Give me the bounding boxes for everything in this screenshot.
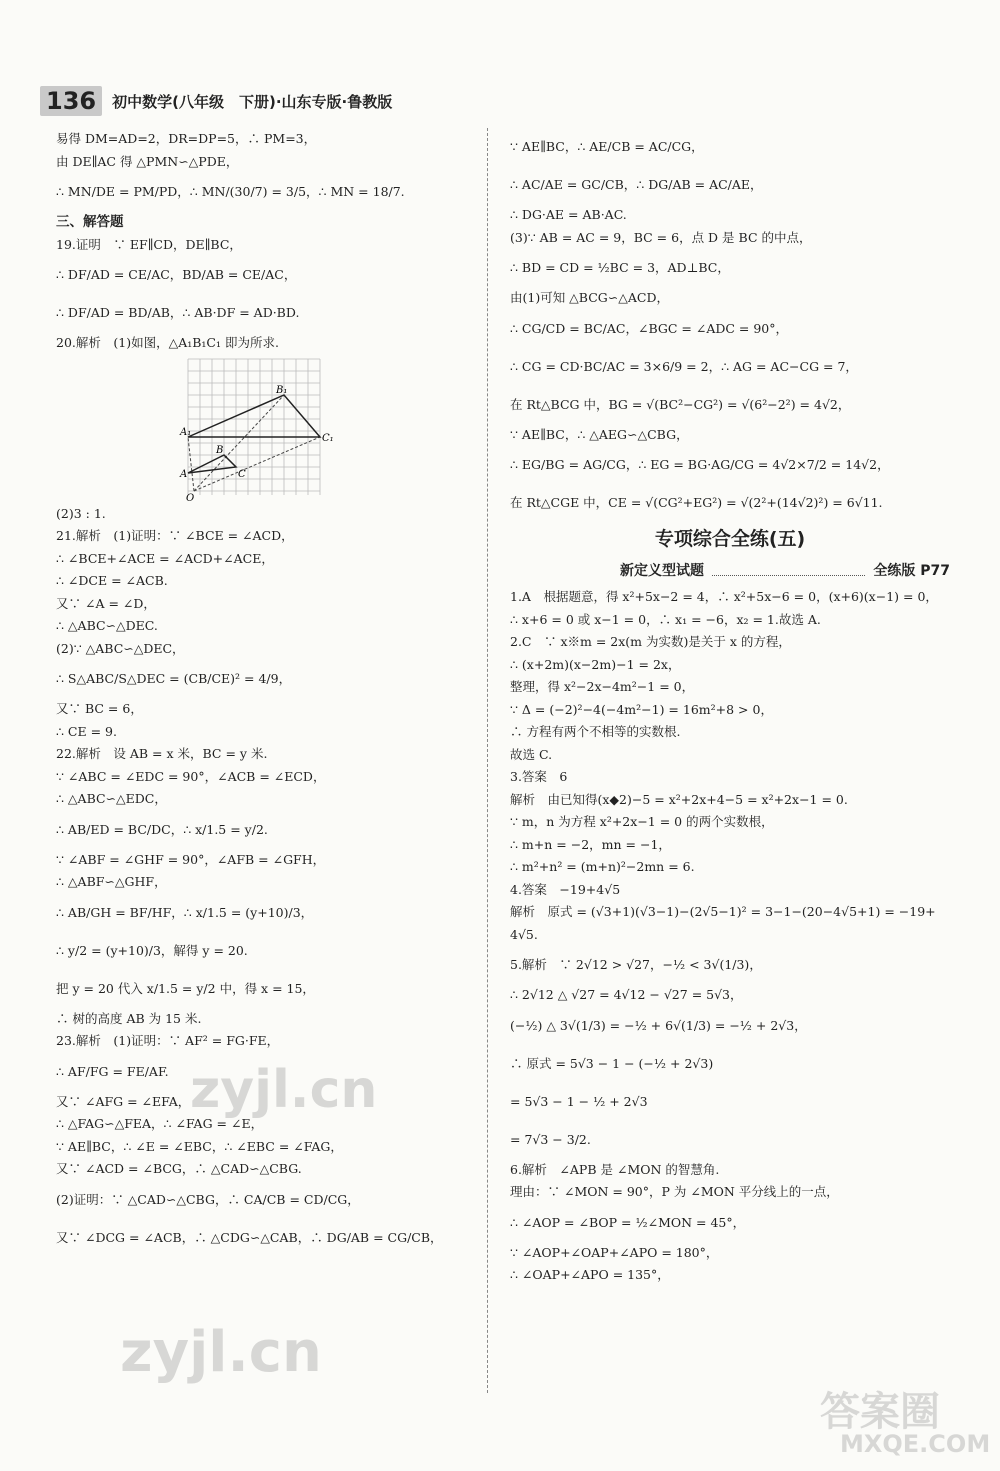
- text-line: ∴ ∠AOP = ∠BOP = ½∠MON = 45°，: [510, 1214, 746, 1230]
- text-line: 易得 DM=AD=2，DR=DP=5，∴ PM=3，: [56, 131, 317, 146]
- page-reference: 全练版 P77: [873, 563, 950, 579]
- label-b: B: [216, 444, 224, 456]
- text-line: 19.证明 ∵ EF∥CD，DE∥BC，: [56, 236, 242, 252]
- text-line: ∴ EG/BG = AG/CG，∴ EG = BG·AG/CG = 4√2×7/2 = 14√2，: [510, 457, 890, 472]
- watermark-logo: 答案圈: [820, 1389, 940, 1435]
- text-line: 又∵ ∠A = ∠D，: [56, 595, 156, 611]
- text-line: 3.答案 6: [510, 769, 568, 784]
- text-line: ∴ CG/CD = BC/AC，∠BGC = ∠ADC = 90°，: [510, 320, 789, 336]
- label-c: C: [238, 468, 246, 480]
- text-line: 6.解析 ∠APB 是 ∠MON 的智慧角.: [510, 1161, 720, 1177]
- text-line: 解析 由已知得(x◆2)−5 = x²+2x+4−5 = x²+2x−1 = 0.: [510, 791, 848, 807]
- text-line: ∴ △ABF∽△GHF，: [56, 874, 167, 889]
- subsection-header: [510, 556, 950, 586]
- text-line: = 7√3 − 3/2.: [510, 1131, 591, 1147]
- text-line: ∴ △ABC∽△DEC.: [56, 618, 158, 633]
- text-line: 4.答案 −19+4√5: [510, 881, 621, 897]
- watermark: zyjl.cn: [190, 1060, 378, 1120]
- text-line: ∴ △ABC∽△EDC，: [56, 791, 167, 806]
- section-title: 专项综合全练(五): [654, 528, 806, 550]
- text-line: ∴ 2√12 △ √27 = 4√12 − √27 = 5√3，: [510, 987, 743, 1002]
- text-line: ∵ AE∥BC，∴ ∠E = ∠EBC，∴ ∠EBC = ∠FAG，: [56, 1138, 343, 1154]
- text-line: ∴ △FAG∽△FEA，∴ ∠FAG = ∠E，: [56, 1116, 264, 1131]
- text-line: ∴ AB/ED = BC/DC，∴ x/1.5 = y/2.: [56, 821, 268, 837]
- text-line: 2.C ∵ x※m = 2x(m 为实数)是关于 x 的方程，: [510, 634, 791, 649]
- text-line: ∴ ∠BCE+∠ACE = ∠ACD+∠ACE，: [56, 550, 274, 566]
- text-line: ∴ ∠DCE = ∠ACB.: [56, 573, 168, 588]
- text-line: 20.解析 (1)如图，△A₁B₁C₁ 即为所求.: [56, 335, 279, 350]
- text-line: 21.解析 (1)证明：∵ ∠BCE = ∠ACD，: [56, 528, 294, 543]
- text-line: ∵ ∠ABC = ∠EDC = 90°，∠ACB = ∠ECD，: [56, 768, 326, 784]
- text-line: (−½) △ 3√(1/3) = −½ + 6√(1/3) = −½ + 2√3，: [510, 1017, 807, 1033]
- book-title: 初中数学(八年级 下册)·山东专版·鲁教版: [112, 92, 393, 111]
- column-divider: [487, 128, 488, 1393]
- text-line: 在 Rt△BCG 中，BG = √(BC²−CG²) = √(6²−2²) = 4√2，: [510, 396, 851, 412]
- text-line: ∴ CG = CD·BC/AC = 3×6/9 = 2，∴ AG = AC−CG = 7，: [510, 358, 858, 374]
- text-line: ∴ 方程有两个不相等的实数根.: [510, 724, 681, 739]
- text-line: 解析 原式 = (√3+1)(√3−1)−(2√5−1)² = 3−1−(20−4√5+1) = −19+: [510, 904, 936, 919]
- page-number: 136: [40, 86, 102, 116]
- text-line: 在 Rt△CGE 中，CE = √(CG²+EG²) = √(2²+(14√2)²) = 6√11.: [510, 495, 883, 510]
- text-line: ∴ DF/AD = CE/AC，BD/AB = CE/AC，: [56, 267, 297, 282]
- text-line: ∴ AB/GH = BF/HF，∴ x/1.5 = (y+10)/3，: [56, 904, 314, 920]
- text-line: 又∵ ∠DCG = ∠ACB，∴ △CDG∽△CAB，∴ DG/AB = CG/CB，: [56, 1229, 443, 1245]
- text-line: ∵ m，n 为方程 x²+2x−1 = 0 的两个实数根，: [510, 814, 774, 829]
- text-line: ∴ S△ABC/S△DEC = (CB/CE)² = 4/9，: [56, 671, 292, 686]
- text-line: ∴ y/2 = (y+10)/3，解得 y = 20.: [56, 942, 248, 958]
- subsection-title: 新定义型试题: [620, 563, 704, 579]
- text-line: ∴ 原式 = 5√3 − 1 − (−½ + 2√3): [510, 1055, 714, 1071]
- text-line: 4√5.: [510, 926, 538, 942]
- text-line: 又∵ ∠ACD = ∠BCG，∴ △CAD∽△CBG.: [56, 1161, 302, 1176]
- text-line: 1.A 根据题意，得 x²+5x−2 = 4，∴ x²+5x−6 = 0，(x+6)(x−1) = 0，: [510, 589, 938, 604]
- text-line: 由 DE∥AC 得 △PMN∽△PDE，: [56, 153, 239, 169]
- text-line: ∴ m+n = −2，mn = −1，: [510, 836, 671, 852]
- text-line: (2)3 : 1.: [56, 505, 106, 521]
- text-line: 整理，得 x²−2x−4m²−1 = 0，: [510, 679, 695, 694]
- text-line: ∵ ∠AOP+∠OAP+∠APO = 180°，: [510, 1244, 719, 1260]
- text-line: ∴ AF/FG = FE/AF.: [56, 1063, 169, 1079]
- text-line: 故选 C.: [510, 746, 553, 762]
- watermark: zyjl.cn: [120, 1320, 322, 1385]
- text-line: ∵ AE∥BC，∴ AE/CB = AC/CG，: [510, 139, 704, 154]
- text-line: ∵ AE∥BC，∴ △AEG∽△CBG，: [510, 426, 689, 442]
- label-o: O: [186, 492, 195, 504]
- text-line: ∴ (x+2m)(x−2m)−1 = 2x，: [510, 656, 681, 672]
- text-line: 又∵ BC = 6，: [56, 701, 143, 716]
- triangle-grid-diagram: [180, 355, 334, 504]
- text-line: ∴ x+6 = 0 或 x−1 = 0，∴ x₁ = −6，x₂ = 1.故选 A.: [510, 611, 821, 627]
- label-a1: A₁: [180, 426, 192, 438]
- text-line: ∴ AC/AE = GC/CB，∴ DG/AB = AC/AE，: [510, 177, 763, 192]
- text-line: ∴ CE = 9.: [56, 723, 117, 739]
- text-line: ∵ ∠ABF = ∠GHF = 90°，∠AFB = ∠GFH，: [56, 851, 326, 867]
- right-column: [510, 128, 950, 1287]
- text-line: ∴ DF/AD = BD/AB，∴ AB·DF = AD·BD.: [56, 305, 300, 320]
- text-line: 由(1)可知 △BCG∽△ACD，: [510, 290, 669, 305]
- text-line: ∴ ∠OAP+∠APO = 135°，: [510, 1267, 670, 1282]
- text-line: 5.解析 ∵ 2√12 > √27，−½ < 3√(1/3)，: [510, 957, 762, 972]
- text-line: (3)∵ AB = AC = 9，BC = 6，点 D 是 BC 的中点，: [510, 229, 812, 245]
- text-line: (2)证明：∵ △CAD∽△CBG，∴ CA/CB = CD/CG，: [56, 1191, 360, 1207]
- text-line: ∴ DG·AE = AB·AC.: [510, 207, 627, 222]
- section-heading: 三、解答题: [56, 214, 124, 230]
- text-line: ∴ 树的高度 AB 为 15 米.: [56, 1010, 202, 1026]
- grid-figure: [180, 355, 476, 503]
- text-line: ∴ m²+n² = (m+n)²−2mn = 6.: [510, 859, 695, 874]
- text-line: 又∵ ∠AFG = ∠EFA，: [56, 1093, 191, 1109]
- watermark: MXQE.COM: [840, 1430, 991, 1458]
- leader-dots: [712, 556, 865, 576]
- text-line: 理由：∵ ∠MON = 90°，P 为 ∠MON 平分线上的一点，: [510, 1184, 839, 1199]
- label-b1: B₁: [276, 384, 288, 396]
- label-a: A: [180, 468, 188, 480]
- text-line: = 5√3 − 1 − ½ + 2√3: [510, 1093, 648, 1109]
- text-line: 23.解析 (1)证明：∵ AF² = FG·FE，: [56, 1033, 280, 1048]
- text-line: ∴ MN/DE = PM/PD，∴ MN/(30/7) = 3/5，∴ MN = 18/7.: [56, 184, 405, 199]
- label-c1: C₁: [322, 432, 334, 444]
- text-line: 22.解析 设 AB = x 米，BC = y 米.: [56, 746, 268, 761]
- page-header: [40, 84, 392, 118]
- text-line: 把 y = 20 代入 x/1.5 = y/2 中，得 x = 15，: [56, 980, 315, 996]
- text-line: ∴ BD = CD = ½BC = 3，AD⊥BC，: [510, 260, 730, 275]
- text-line: ∵ Δ = (−2)²−4(−4m²−1) = 16m²+8 > 0，: [510, 701, 773, 717]
- text-line: (2)∵ △ABC∽△DEC，: [56, 640, 185, 656]
